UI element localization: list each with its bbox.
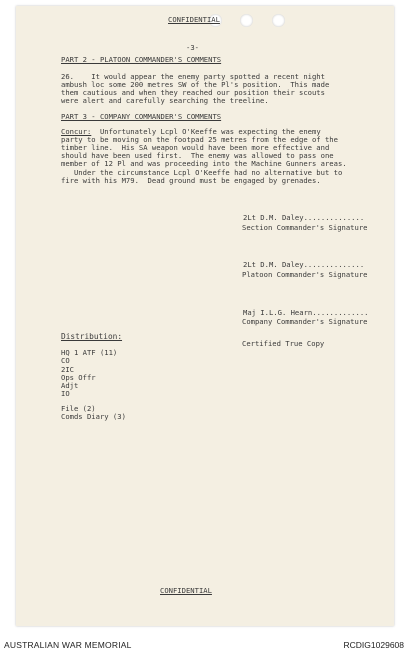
- header-classification: CONFIDENTIAL: [168, 15, 220, 24]
- part2-line: them cautious and when they reached our position their scouts: [61, 88, 325, 97]
- page-number: -3-: [186, 43, 199, 52]
- part3-heading: PART 3 - COMPANY COMMANDER'S COMMENTS: [61, 112, 222, 121]
- part3-line: fire with his M79. Dead ground must be engaged by grenades.: [61, 176, 321, 185]
- distribution-item: HQ 1 ATF (11): [61, 348, 118, 357]
- section-commander-title: Section Commander's Signature: [242, 223, 368, 232]
- part3-line: Under the circumstance Lcpl O'Keeffe had no alternative but to: [61, 168, 343, 177]
- distribution-item: Comds Diary (3): [61, 412, 126, 421]
- footer-classification: CONFIDENTIAL: [160, 586, 212, 595]
- distribution-item: IO: [61, 389, 70, 398]
- part2-line: were alert and carefully searching the treeline.: [61, 96, 269, 105]
- section-commander-name: 2Lt D.M. Daley..............: [243, 213, 365, 222]
- company-commander-name: Maj I.L.G. Hearn.............: [243, 308, 369, 317]
- archive-name: AUSTRALIAN WAR MEMORIAL: [4, 640, 132, 650]
- part3-line: should have been used first. The enemy was allowed to pass one: [61, 151, 334, 160]
- part3-line: timber line. His SA weapon would have been more effective and: [61, 143, 330, 152]
- part2-line: ambush loc some 200 metres SW of the Pl's position. This made: [61, 80, 330, 89]
- distribution-heading: Distribution:: [61, 332, 123, 341]
- archive-footer: [0, 638, 408, 654]
- part3-line-text: Unfortunately Lcpl O'Keeffe was expecting the enemy: [91, 127, 321, 136]
- company-commander-title: Company Commander's Signature: [242, 317, 368, 326]
- distribution-item: CO: [61, 356, 70, 365]
- punch-hole: [240, 14, 253, 27]
- part2-line: 26. It would appear the enemy party spotted a recent night: [61, 72, 325, 81]
- distribution-item: Ops Offr: [61, 373, 96, 382]
- platoon-commander-title: Platoon Commander's Signature: [242, 270, 368, 279]
- punch-hole: [272, 14, 285, 27]
- part3-line: member of 12 Pl and was proceeding into the Machine Gunners areas.: [61, 159, 347, 168]
- certified-true-copy: Certified True Copy: [242, 339, 325, 348]
- distribution-item: Adjt: [61, 381, 79, 390]
- concur-label: Concur:: [61, 127, 92, 136]
- distribution-item: File (2): [61, 404, 96, 413]
- part2-heading: PART 2 - PLATOON COMMANDER'S COMMENTS: [61, 55, 222, 64]
- archive-reference: RCDIG1029608: [343, 640, 404, 650]
- platoon-commander-name: 2Lt D.M. Daley..............: [243, 260, 365, 269]
- distribution-item: 2IC: [61, 365, 74, 374]
- part3-line: party to be moving on the footpad 25 metres from the edge of the: [61, 135, 338, 144]
